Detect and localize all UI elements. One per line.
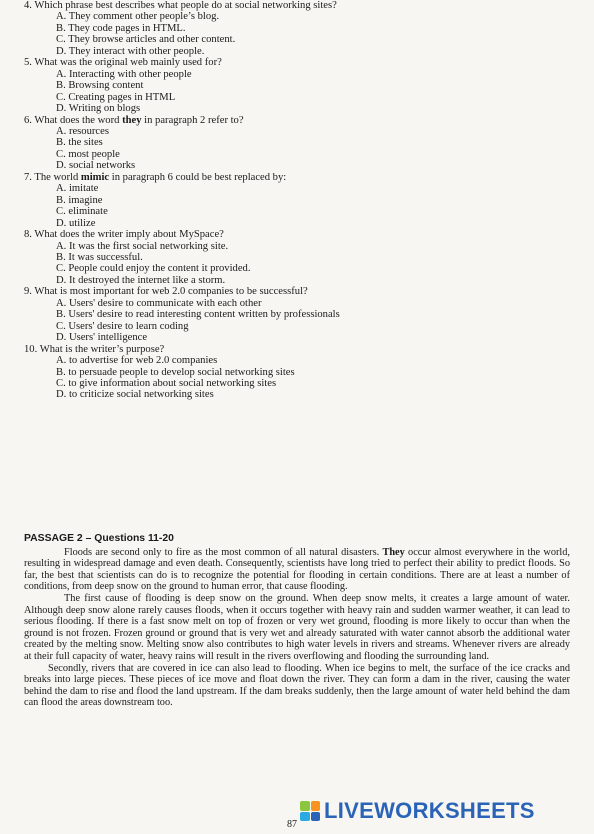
answer-option[interactable]: B. Browsing content [56,80,144,92]
answer-option[interactable]: B. the sites [56,137,103,149]
answer-option[interactable]: A. It was the first social networking site. [56,240,229,252]
question-stem: 10. What is the writer’s purpose? [24,343,165,355]
answer-option[interactable]: D. It destroyed the internet like a storm. [56,274,226,286]
answer-option[interactable]: C. Users' desire to learn coding [56,320,189,332]
answer-option[interactable]: D. Users' intelligence [56,332,148,344]
answer-option[interactable]: A. resources [56,125,109,137]
question-stem: 9. What is most important for web 2.0 companies to be successful? [24,286,308,298]
question-stem [24,115,584,126]
stem-text: 7. The world [24,171,81,183]
answer-option[interactable]: C. People could enjoy the content it provided. [56,263,251,275]
answer-option[interactable]: C. They browse articles and other content. [56,34,236,46]
answer-option[interactable]: B. It was successful. [56,251,143,263]
answer-option[interactable]: A. Interacting with other people [56,68,192,80]
question-9 [24,286,584,343]
answer-option[interactable]: A. imitate [56,183,99,195]
question-10 [24,344,584,401]
answer-option[interactable]: A. They comment other people’s blog. [56,11,220,23]
passage-2 [24,533,570,709]
paragraph-text: Floods are second only to fire as the most common of all natural disasters. [64,546,383,558]
keyword: They [382,546,405,558]
answer-option[interactable]: A. to advertise for web 2.0 companies [56,355,218,367]
answer-option[interactable]: D. to criticize social networking sites [56,389,214,401]
passage-paragraph-1 [24,547,570,593]
question-6 [24,115,584,172]
answer-option[interactable]: B. They code pages in HTML. [56,22,186,34]
answer-option[interactable]: D. Writing on blogs [56,103,141,115]
answer-option[interactable]: C. eliminate [56,206,108,218]
question-stem: 8. What does the writer imply about MySpace? [24,229,224,241]
logo-square [311,812,321,822]
question-stem: 5. What was the original web mainly used for? [24,57,222,69]
logo-square [311,801,321,811]
answer-option[interactable]: D. utilize [56,217,96,229]
question-8 [24,229,584,286]
logo-square [300,801,310,811]
answer-option[interactable]: B. to persuade people to develop social networking sites [56,366,295,378]
logo-square [300,812,310,822]
logo-grid-icon [300,801,320,821]
question-4 [24,0,584,57]
passage-title: PASSAGE 2 – Questions 11-20 [24,533,174,544]
question-7 [24,172,584,229]
answer-option[interactable]: C. to give information about social networking sites [56,377,277,389]
answer-option[interactable]: B. Users' desire to read interesting content written by professionals [56,309,340,321]
passage-paragraph-2: The first cause of flooding is deep snow on the ground. When deep snow melts, it creates a large amount of water. Although deep snow alone rarely causes floods, when it occurs together with heavy rain and sudden warmer weather, it can lead to serious flooding. If there is a fast snow melt on top of frozen or very wet ground, flooding is more likely to occur than when the ground is not frozen. Frozen ground or ground that is very wet and already saturated with water cannot absorb the additional water created by the melting snow. Melting snow also contributes to high water levels in rivers and streams. Whenever rivers are already at their full capacity of water, heavy rains will result in the rivers overflowing and flooding the surrounding land. [24,592,570,662]
question-stem [24,172,584,183]
stem-text: in paragraph 2 refer to? [141,114,244,126]
liveworksheets-logo[interactable] [300,800,535,822]
passage-paragraph-3: Secondly, rivers that are covered in ice can also lead to flooding. When ice begins to melt, the surface of the ice cracks and breaks into large pieces. These pieces of ice move and float down the river. They can form a dam in the river, causing the water behind the dam to rise and flood the land upstream. If the dam breaks suddenly, then the large amount of water held behind the dam can flood the areas downstream too. [24,662,570,709]
logo-text: LIVEWORKSHEETS [324,798,535,823]
answer-option[interactable]: D. social networks [56,160,136,172]
stem-text: in paragraph 6 could be best replaced by: [109,171,287,183]
answer-option[interactable]: B. imagine [56,194,103,206]
keyword: mimic [80,171,110,183]
answer-option[interactable]: D. They interact with other people. [56,45,205,57]
stem-text: 6. What does the word [24,114,123,126]
answer-option[interactable]: A. Users' desire to communicate with each other [56,297,262,309]
paragraph-text: occur almost everywhere in the world, resulting in widespread damage and even death. Consequently, scientists have long tried to perfect their ability to predict floods. So far, the best that scientists can do is to recognize the potential for flooding in certain conditions. There are at least a number of conditions, from deep snow on the ground to human error, that cause flooding. [24,546,570,593]
keyword: they [122,114,142,126]
questions-section [24,0,584,401]
question-5 [24,57,584,114]
answer-option[interactable]: C. most people [56,148,120,160]
question-stem: 4. Which phrase best describes what people do at social networking sites? [24,0,337,11]
page-number: 87 [287,819,297,830]
answer-option[interactable]: C. Creating pages in HTML [56,91,176,103]
